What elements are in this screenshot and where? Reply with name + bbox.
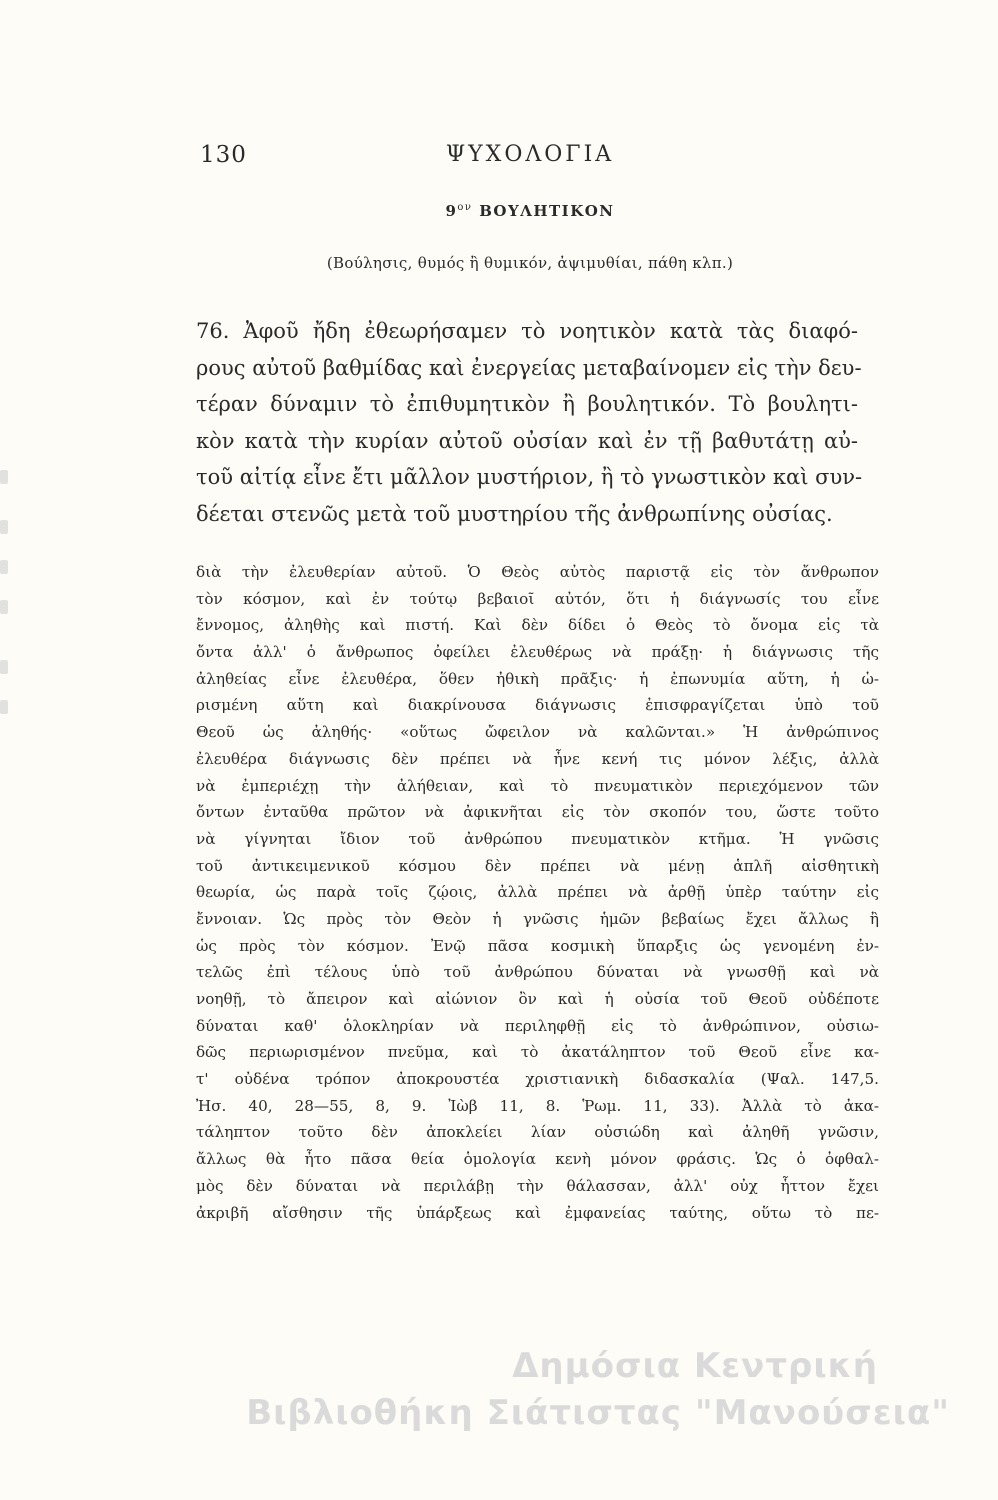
running-title: ΨΥΧΟΛΟΓΙΑ bbox=[445, 142, 615, 167]
text-line: τελῶς ἐπὶ τέλους ὑπὸ τοῦ ἀνθρώπου δύναται νὰ γνωσθῇ καὶ νὰ bbox=[196, 963, 879, 982]
text-line: τ' οὐδένα τρόπον ἀποκρουστέα χριστιανικὴ διδασκαλία (Ψαλ. 147,5. bbox=[196, 1070, 879, 1089]
running-head bbox=[200, 142, 860, 172]
edge-bleed-mark bbox=[0, 660, 8, 674]
edge-bleed-mark bbox=[0, 470, 8, 484]
text-line: τέραν δύναμιν τὸ ἐπιθυμητικὸν ἢ βουλητικόν. Τὸ βουλητι- bbox=[196, 392, 858, 416]
page-number: 130 bbox=[200, 142, 247, 168]
text-line: τοῦ ἀντικειμενικοῦ κόσμου δὲν πρέπει νὰ μένῃ ἁπλῆ αἰσθητικὴ bbox=[196, 856, 879, 875]
text-line: νοηθῇ, τὸ ἄπειρον καὶ αἰώνιον ὂν καὶ ἡ οὐσία τοῦ Θεοῦ οὐδέποτε bbox=[196, 990, 879, 1008]
text-line: δύναται καθ' ὁλοκληρίαν νὰ περιληφθῇ εἰς τὸ ἀνθρώπινον, οὐσιω- bbox=[196, 1016, 879, 1035]
edge-bleed-mark bbox=[0, 700, 8, 714]
text-line: Ἠσ. 40, 28—55, 8, 9. Ἰὼβ 11, 8. Ῥωμ. 11, 33). Ἀλλὰ τὸ ἀκα- bbox=[196, 1096, 879, 1115]
text-line: ὄντα ἀλλ' ὁ ἄνθρωπος ὀφείλει ἐλευθέρως νὰ πράξῃ· ἡ διάγνωσις τῆς bbox=[196, 643, 879, 662]
section-number: 9 bbox=[445, 202, 458, 220]
text-line: ἐλευθέρα διάγνωσις δὲν πρέπει νὰ ἦνε κενή τις μόνον λέξις, ἀλλὰ bbox=[196, 749, 879, 768]
text-line: ἀκριβῆ αἴσθησιν τῆς ὑπάρξεως καὶ ἐμφανείας ταύτης, οὕτω τὸ πε- bbox=[196, 1203, 879, 1222]
text-line: δῶς περιωρισμένον πνεῦμα, καὶ τὸ ἀκατάληπτον τοῦ Θεοῦ εἶνε κα- bbox=[196, 1043, 879, 1062]
text-line: νὰ ἐμπεριέχῃ τὴν ἀλήθειαν, καὶ τὸ πνευματικὸν περιεχόμενον τῶν bbox=[196, 776, 879, 795]
edge-bleed-mark bbox=[0, 520, 8, 534]
text-line: τάληπτον τοῦτο δὲν ἀποκλείει λίαν οὐσιώδη καὶ ἀληθῆ γνῶσιν, bbox=[196, 1123, 879, 1142]
footnote-paragraph bbox=[196, 559, 879, 1226]
text-line: ἀληθείας εἶνε ἐλευθέρα, ὅθεν ἠθικὴ πρᾶξις· ἡ ἐπωνυμία αὕτη, ἡ ὡ- bbox=[196, 669, 879, 688]
text-line: νὰ γίγνηται ἴδιον τοῦ ἀνθρώπου πνευματικὸν κτῆμα. Ἡ γνῶσις bbox=[196, 829, 879, 848]
text-line: ρισμένη αὕτη καὶ διακρίνουσα διάγνωσις ἐπισφραγίζεται ὑπὸ τοῦ bbox=[196, 696, 879, 715]
text-line: δέεται στενῶς μετὰ τοῦ μυστηρίου τῆς ἀνθρωπίνης οὐσίας. bbox=[196, 501, 833, 526]
text-line: τοῦ αἰτίᾳ εἶνε ἔτι μᾶλλον μυστήριον, ἢ τὸ γνωστικὸν καὶ συν- bbox=[196, 465, 863, 489]
section-number-suffix: ον bbox=[457, 202, 473, 213]
text-line: ἔννοιαν. Ὡς πρὸς τὸν Θεὸν ἡ γνῶσις ἡμῶν βεβαίως ἔχει ἄλλως ἢ bbox=[196, 909, 879, 928]
library-watermark-line2: Βιβλιοθήκη Σιάτιστας "Μανούσεια" bbox=[246, 1393, 950, 1433]
library-watermark-line1: Δημόσια Κεντρική bbox=[512, 1346, 878, 1386]
text-line: ὡς πρὸς τὸν κόσμον. Ἐνῷ πᾶσα κοσμικὴ ὕπαρξις ὡς γενομένη ἐν- bbox=[196, 936, 879, 955]
text-line: μὸς δὲν δύναται νὰ περιλάβῃ τὴν θάλασσαν, ἀλλ' οὐχ ἧττον ἔχει bbox=[196, 1176, 879, 1195]
section-title: ΒΟΥΛΗΤΙΚΟΝ bbox=[479, 202, 615, 220]
text-line: 76. Ἀφοῦ ἤδη ἐθεωρήσαμεν τὸ νοητικὸν κατὰ τὰς διαφό- bbox=[196, 319, 858, 343]
section-subtitle: (Βούλησις, θυμός ἢ θυμικόν, ἀψιμυθίαι, πάθη κλπ.) bbox=[326, 254, 734, 272]
text-line: ρους αὐτοῦ βαθμίδας καὶ ἐνεργείας μεταβαίνομεν εἰς τὴν δευ- bbox=[196, 355, 862, 380]
text-line: Θεοῦ ὡς ἀληθής· «οὕτως ὤφειλον νὰ καλῶνται.» Ἡ ἀνθρώπινος bbox=[196, 723, 879, 742]
text-line: ἄλλως θὰ ἦτο πᾶσα θεία ὁμολογία κενὴ μόνον φράσις. Ὡς ὁ ὀφθαλ- bbox=[196, 1150, 879, 1169]
text-line: διὰ τὴν ἐλευθερίαν αὐτοῦ. Ὁ Θεὸς αὐτὸς παριστᾷ εἰς τὸν ἄνθρωπον bbox=[196, 563, 879, 581]
text-line: κὸν κατὰ τὴν κυρίαν αὐτοῦ οὐσίαν καὶ ἐν τῇ βαθυτάτῃ αὐ- bbox=[196, 428, 858, 453]
main-paragraph bbox=[196, 313, 863, 532]
text-line: ἔννομος, ἀληθὴς καὶ πιστή. Καὶ δὲν δίδει ὁ Θεὸς τὸ ὄνομα εἰς τὰ bbox=[196, 616, 879, 635]
text-line: ὄντων ἐνταῦθα πρῶτον νὰ ἀφικνῆται εἰς τὸν σκοπόν του, ὥστε τοῦτο bbox=[196, 803, 879, 822]
section-heading bbox=[200, 202, 860, 220]
edge-bleed-mark bbox=[0, 560, 8, 574]
text-line: θεωρία, ὡς παρὰ τοῖς ζῴοις, ἀλλὰ πρέπει νὰ ἀρθῇ ὑπὲρ ταύτην εἰς bbox=[196, 883, 879, 902]
text-line: τὸν κόσμον, καὶ ἐν τούτῳ βεβαιοῖ αὐτόν, ὅτι ἡ διάγνωσίς του εἶνε bbox=[196, 589, 879, 608]
edge-bleed-mark bbox=[0, 600, 8, 614]
